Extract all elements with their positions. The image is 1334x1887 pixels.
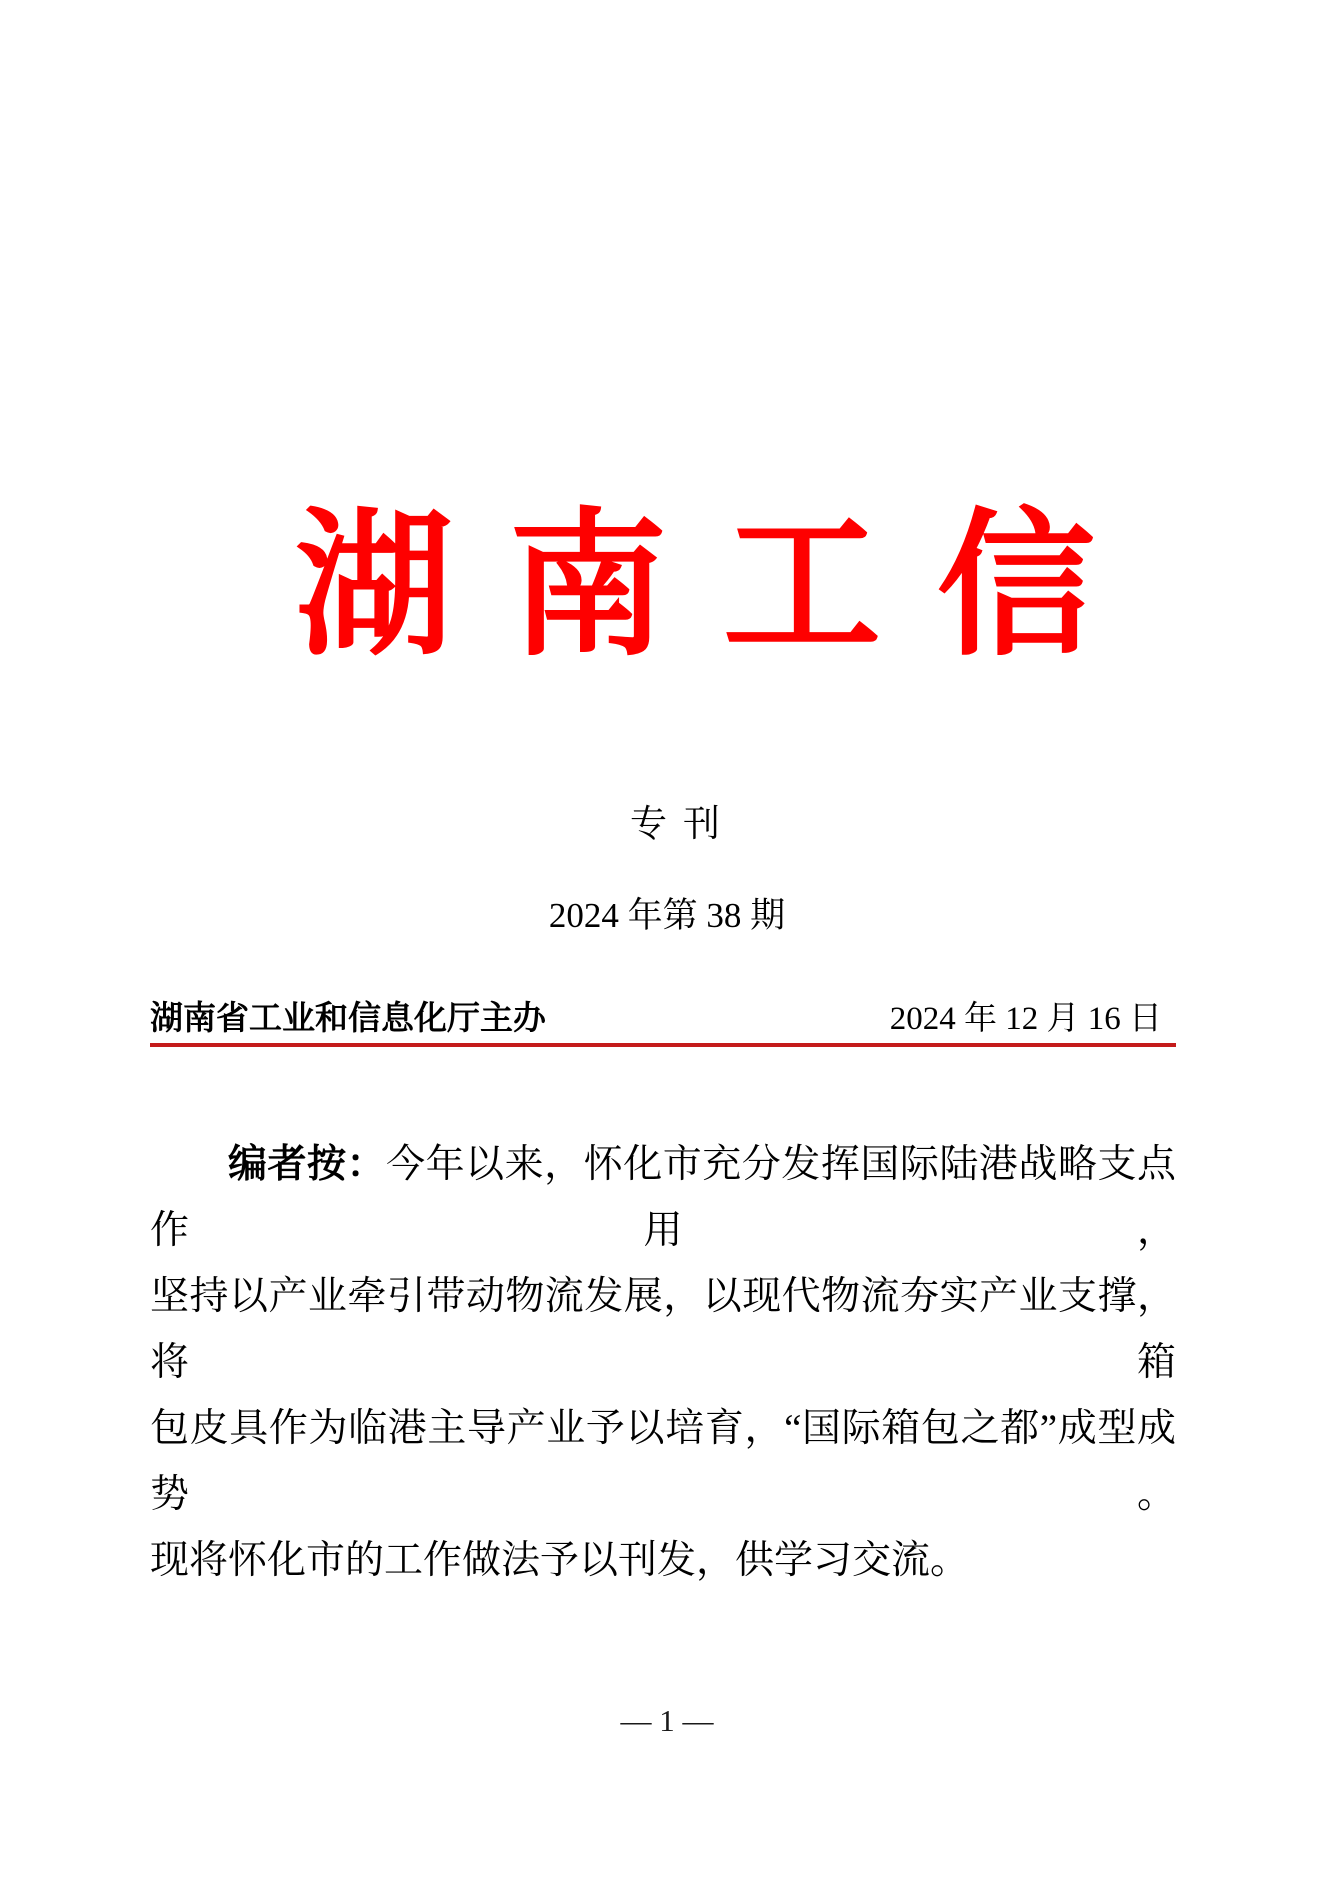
page-number: — 1 — bbox=[620, 1703, 714, 1738]
editor-note-line: 现将怀化市的工作做法予以刊发，供学习交流。 bbox=[150, 1539, 970, 1582]
editor-note bbox=[150, 1132, 1176, 1594]
issue-type-label: 专刊 bbox=[630, 804, 736, 845]
editor-note-line: 包皮具作为临港主导产业予以培育，“国际箱包之都”成型成势。 bbox=[150, 1407, 1176, 1516]
masthead-title: 湖南工信 bbox=[295, 494, 1151, 678]
issue-number: 2024 年第 38 期 bbox=[548, 896, 786, 935]
editor-note-line: 坚持以产业牵引带动物流发展，以现代物流夯实产业支撑，将箱 bbox=[150, 1275, 1176, 1384]
publisher-name: 湖南省工业和信息化厅主办 bbox=[150, 1001, 546, 1037]
editor-note-label: 编者按： bbox=[228, 1143, 387, 1186]
meta-row bbox=[150, 992, 1176, 1039]
red-divider-line bbox=[150, 1043, 1176, 1047]
publish-date: 2024 年 12 月 16 日 bbox=[889, 1001, 1162, 1037]
editor-note-text: 今年以来，怀化市充分发挥国际陆港战略支点作用， bbox=[150, 1143, 1176, 1252]
editor-note-line bbox=[150, 1132, 1176, 1264]
